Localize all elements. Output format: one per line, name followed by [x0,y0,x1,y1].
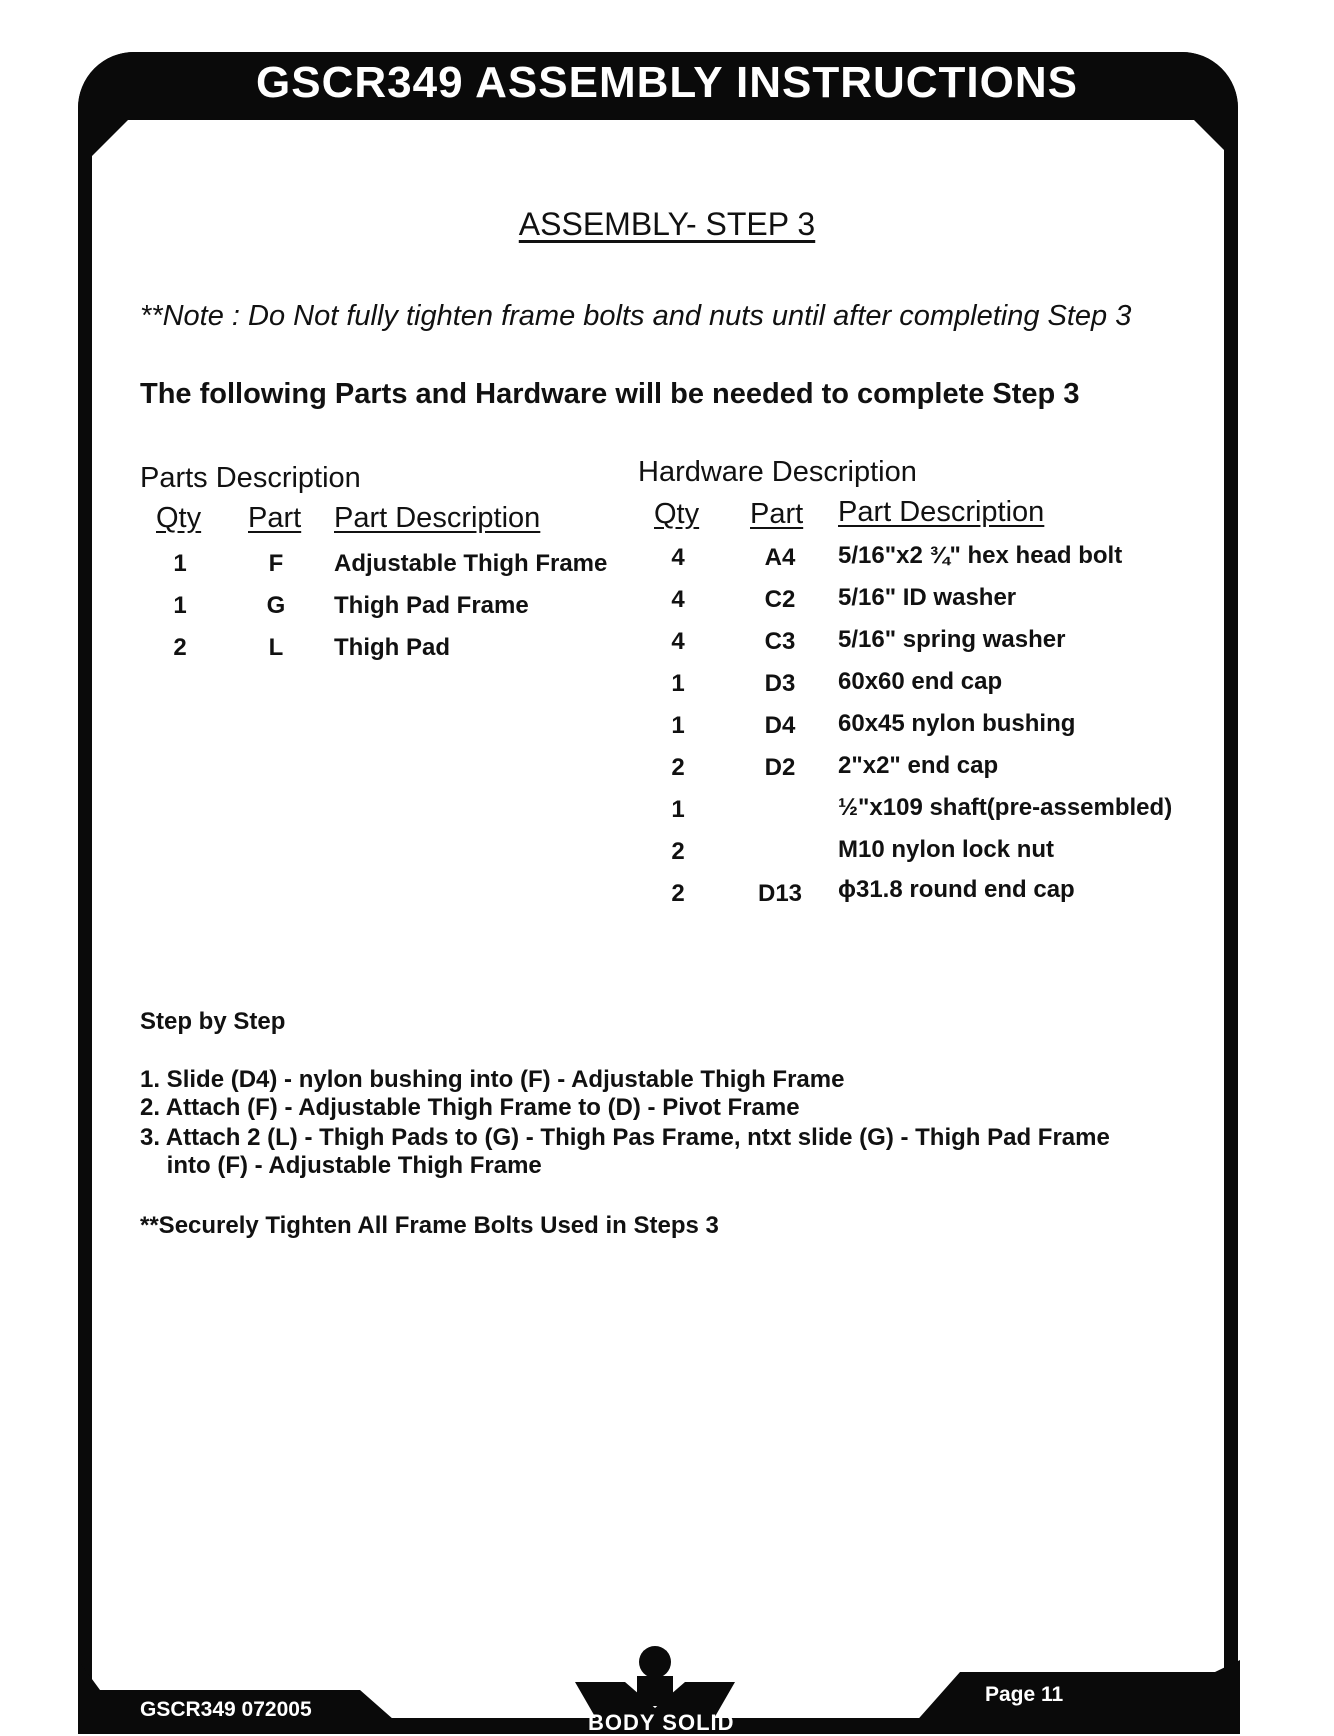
page-number: Page 11 [985,1683,1064,1706]
hardware-row-part: D4 [764,712,796,739]
parts-row-part: L [268,634,284,661]
hardware-row-desc: 2"x2" end cap [838,752,999,779]
step-item: 2. Attach (F) - Adjustable Thigh Frame to (D) - Pivot Frame [140,1094,800,1121]
step-item-continued: into (F) - Adjustable Thigh Frame [140,1152,542,1179]
closing-note: **Securely Tighten All Frame Bolts Used in Steps 3 [140,1212,719,1239]
step-item: 3. Attach 2 (L) - Thigh Pads to (G) - Thigh Pas Frame, ntxt slide (G) - Thigh Pad Frame [140,1124,1110,1151]
hardware-row-qty: 4 [671,544,685,571]
parts-row-desc: Adjustable Thigh Frame [334,550,608,577]
parts-heading: Parts Description [140,462,361,494]
hardware-row-part: C3 [764,628,796,655]
hardware-row-qty: 4 [671,628,685,655]
hardware-row-part: D13 [757,880,803,907]
hardware-row-desc: 60x60 end cap [838,668,1003,695]
hardware-row-desc: M10 nylon lock nut [838,836,1055,863]
footer-code: GSCR349 072005 [140,1698,312,1721]
note-text: **Note : Do Not fully tighten frame bolts and nuts until after completing Step 3 [140,300,1132,332]
hardware-row-desc: 5/16" ID washer [838,584,1017,611]
parts-row-part: F [268,550,284,577]
step-item: 1. Slide (D4) - nylon bushing into (F) - Adjustable Thigh Frame [140,1066,845,1093]
parts-row-qty: 1 [173,592,187,619]
parts-col-qty: Qty [156,502,202,534]
hardware-row-qty: 1 [671,712,685,739]
parts-row-qty: 2 [173,634,187,661]
hardware-col-qty: Qty [654,498,700,530]
hardware-row-qty: 1 [671,796,685,823]
hardware-row-qty: 1 [671,670,685,697]
hardware-row-qty: 2 [671,838,685,865]
hardware-row-qty: 2 [671,754,685,781]
hardware-row-part: D3 [764,670,796,697]
page-title: GSCR349 ASSEMBLY INSTRUCTIONS [256,58,1078,107]
logo-text: BODY SOLID [588,1710,735,1735]
hardware-col-part: Part [750,498,804,530]
hardware-row-desc: ½"x109 shaft(pre-assembled) [838,794,1173,821]
hardware-row-desc: 5/16" spring washer [838,626,1066,653]
hardware-row-part: A4 [764,544,796,571]
parts-row-desc: Thigh Pad [334,634,450,661]
hardware-row-qty: 2 [671,880,685,907]
hardware-row-desc: 5/16"x2 ¾" hex head bolt [838,542,1123,569]
intro-text: The following Parts and Hardware will be needed to complete Step 3 [140,378,1080,410]
hardware-row-part: D2 [764,754,796,781]
parts-col-desc: Part Description [334,502,541,534]
steps-heading: Step by Step [140,1008,286,1035]
hardware-row-desc: ϕ31.8 round end cap [838,876,1075,903]
hardware-heading: Hardware Description [638,456,917,488]
hardware-row-qty: 4 [671,586,685,613]
hardware-col-desc: Part Description [838,496,1045,528]
hardware-row-part: C2 [764,586,796,613]
parts-row-qty: 1 [173,550,187,577]
parts-row-desc: Thigh Pad Frame [334,592,529,619]
step-title: ASSEMBLY- STEP 3 [518,206,816,242]
parts-row-part: G [266,592,286,619]
hardware-row-desc: 60x45 nylon bushing [838,710,1076,737]
parts-col-part: Part [248,502,302,534]
